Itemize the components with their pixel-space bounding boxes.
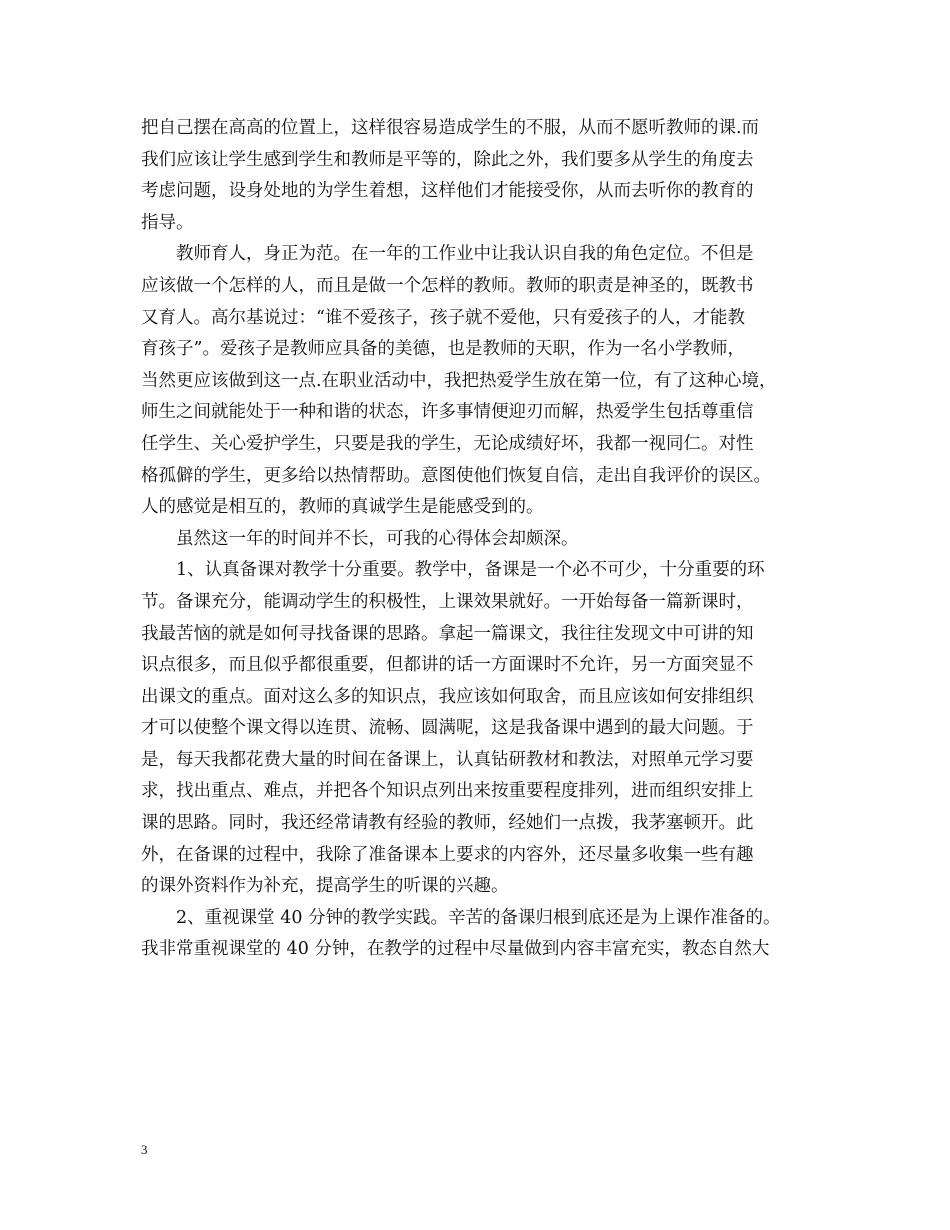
text-line: 1、认真备课对教学十分重要。教学中，备课是一个必不可少，十分重要的环 [176,560,765,581]
text-line: 人的感觉是相互的，教师的真诚学生是能感受到的。 [141,497,544,518]
text-line: 我们应该让学生感到学生和教师是平等的，除此之外，我们要多从学生的角度去 [141,149,754,170]
text-line: 师生之间就能处于一种和谐的状态，许多事情便迎刃而解，热爱学生包括尊重信 [141,402,754,423]
text-line: 是，每天我都花费大量的时间在备课上，认真钻研教材和教法，对照单元学习要 [141,749,754,770]
text-line: 格孤僻的学生，更多给以热情帮助。意图使他们恢复自信，走出自我评价的误区。 [141,465,771,486]
text-line: 把自己摆在高高的位置上，这样很容易造成学生的不服，从而不愿听教师的课.而 [141,118,760,138]
text-line: 指导。 [141,212,194,233]
page-number: 3 [141,1142,148,1157]
text-line: 我非常重视课堂的 40 分钟，在教学的过程中尽量做到内容丰富充实，教态自然大 [141,939,770,960]
text-line: 出课文的重点。面对这么多的知识点，我应该如何取舍，而且应该如何安排组织 [141,686,754,707]
text-line: 外，在备课的过程中，我除了准备课本上要求的内容外，还尽量多收集一些有趣 [141,844,754,865]
text-line: 育孩子”。爱孩子是教师应具备的美德，也是教师的天职，作为一名小学教师， [141,339,745,360]
text-line: 考虑问题，设身处地的为学生着想，这样他们才能接受你，从而去听你的教育的 [141,181,754,202]
text-line: 的课外资料作为补充，提高学生的听课的兴趣。 [141,876,509,897]
text-line: 又育人。高尔基说过：“谁不爱孩子，孩子就不爱他，只有爱孩子的人，才能教 [141,307,745,328]
text-line: 虽然这一年的时间并不长，可我的心得体会却颇深。 [176,528,579,549]
text-line: 教师育人，身正为范。在一年的工作业中让我认识自我的角色定位。不但是 [176,244,754,265]
text-line: 才可以使整个课文得以连贯、流畅、圆满呢，这是我备课中遇到的最大问题。于 [141,718,754,739]
text-line: 节。备课充分，能调动学生的积极性，上课效果就好。一开始每备一篇新课时， [141,591,754,612]
text-line: 求，找出重点、难点，并把各个知识点列出来按重要程度排列，进而组织安排上 [141,781,754,802]
text-line: 任学生、关心爱护学生，只要是我的学生，无论成绩好坏，我都一视同仁。对性 [141,433,754,454]
body-text [141,113,821,966]
text-line: 我最苦恼的就是如何寻找备课的思路。拿起一篇课文，我往往发现文中可讲的知 [141,623,754,644]
text-line: 识点很多，而且似乎都很重要，但都讲的话一方面课时不允许，另一方面突显不 [141,655,754,676]
text-line: 课的思路。同时，我还经常请教有经验的教师，经她们一点拨，我茅塞顿开。此 [141,813,754,834]
text-line: 当然更应该做到这一点.在职业活动中，我把热爱学生放在第一位，有了这种心境， [141,370,777,391]
text-line: 2、重视课堂 40 分钟的教学实践。辛苦的备课归根到底还是为上课作准备的。 [176,907,781,928]
text-line: 应该做一个怎样的人，而且是做一个怎样的教师。教师的职责是神圣的，既教书 [141,275,754,296]
